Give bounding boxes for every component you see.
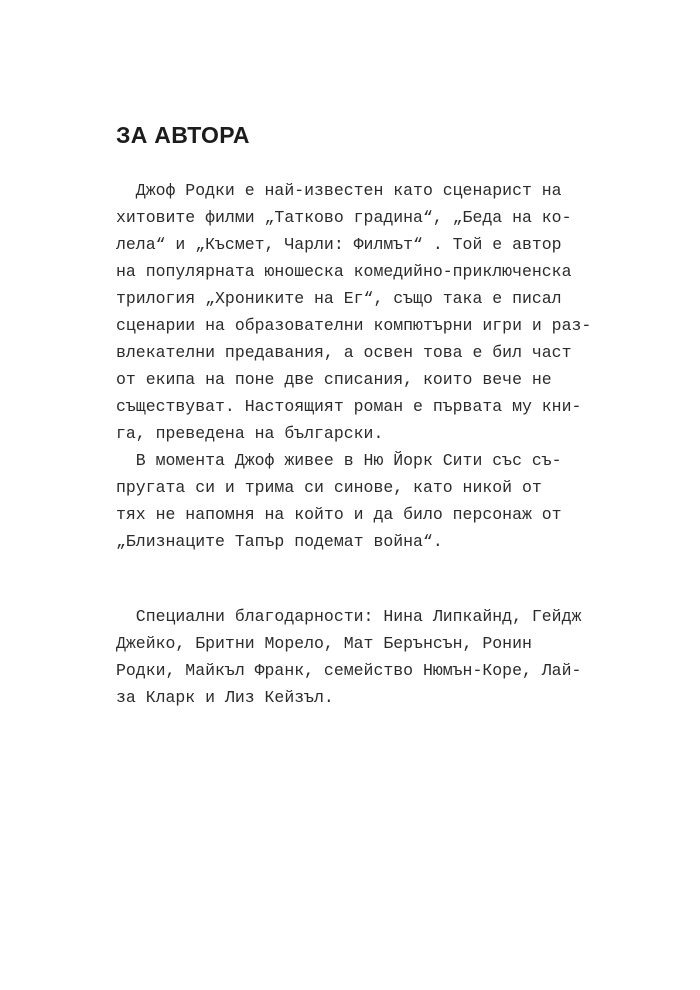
bio-line: на популярната юношеска комедийно-приключенска <box>116 262 572 281</box>
thanks-line: Джейко, Бритни Морело, Мат Берънсън, Ронин <box>116 634 532 653</box>
page-title: ЗА АВТОРА <box>116 122 250 148</box>
thanks-line: Специални благодарности: Нина Липкайнд, Гейдж <box>116 607 582 626</box>
thanks-line: Родки, Майкъл Франк, семейство Нюмън-Коре, Лай- <box>116 661 582 680</box>
bio-line: лела“ и „Късмет, Чарли: Филмът“ . Той е автор <box>116 235 562 254</box>
bio-line: влекателни предавания, а освен това е бил част <box>116 343 572 362</box>
bio-line: Джоф Родки е най-известен като сценарист на <box>116 181 562 200</box>
bio-line: трилогия „Хрониките на Ег“, също така е писал <box>116 289 562 308</box>
bio-line: хитовите филми „Татково градина“, „Беда на ко- <box>116 208 572 227</box>
bio-line: съществуват. Настоящият роман е първата му кни- <box>116 397 582 416</box>
bio-line: пругата си и трима си синове, като никой от <box>116 478 542 497</box>
thanks-line: за Кларк и Лиз Кейзъл. <box>116 688 334 707</box>
bio-line: тях не напомня на който и да било персонаж от <box>116 505 562 524</box>
bio-line: сценарии на образователни компютърни игри и раз- <box>116 316 592 335</box>
bio-line: „Близнаците Тапър подемат война“. <box>116 532 443 551</box>
bio-line: от екипа на поне две списания, които вече не <box>116 370 552 389</box>
bio-line: В момента Джоф живее в Ню Йорк Сити със съ- <box>116 451 562 470</box>
bio-line: га, преведена на български. <box>116 424 384 443</box>
